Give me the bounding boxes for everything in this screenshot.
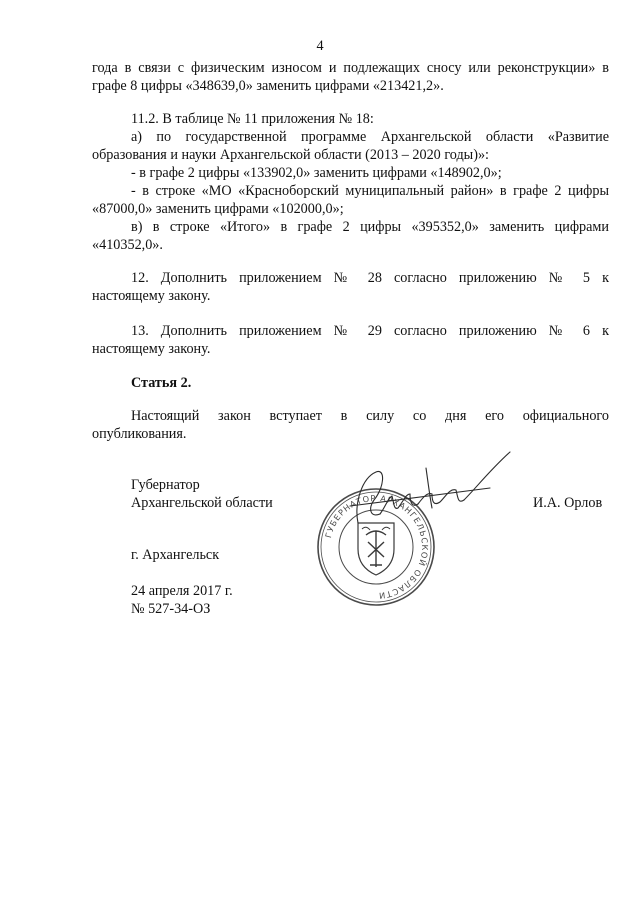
section-12-line-1: 12. Дополнить приложением № 28 согласно приложению № 5 к — [131, 270, 609, 286]
item-b-line-2: «410352,0». — [92, 237, 163, 253]
article-2-title: Статья 2. — [131, 375, 192, 391]
section-13-line-1: 13. Дополнить приложением № 29 согласно приложению № 6 к — [131, 323, 609, 339]
signatory-name: И.А. Орлов — [533, 495, 603, 511]
svg-text:ГУБЕРНАТОР АРХАНГЕЛЬСКОЙ ОБЛАС: ГУБЕРНАТОР АРХАНГЕЛЬСКОЙ ОБЛАСТИ — [322, 492, 431, 602]
section-12-line-2: настоящему закону. — [92, 288, 211, 304]
article-2-line-2: опубликования. — [92, 426, 187, 442]
paragraph-continuation-line-1: года в связи с физическим износом и подлежащих сносу или реконструкции» в — [92, 60, 609, 76]
item-a-line-1: а) по государственной программе Архангельской области «Развитие — [131, 129, 609, 145]
signatory-position-line-2: Архангельской области — [131, 495, 273, 511]
section-11-2-heading: 11.2. В таблице № 11 приложения № 18: — [131, 111, 374, 127]
item-a-line-2: образования и науки Архангельской области (2013 – 2020 годы)»: — [92, 147, 489, 163]
article-2-line-1: Настоящий закон вступает в силу со дня его официального — [131, 408, 609, 424]
handwritten-signature — [340, 448, 530, 548]
signatory-position-line-1: Губернатор — [131, 477, 200, 493]
place-of-signing: г. Архангельск — [131, 547, 220, 563]
subitem-2-line-2: «87000,0» заменить цифрами «102000,0»; — [92, 201, 344, 217]
section-13-line-2: настоящему закону. — [92, 341, 211, 357]
signing-date: 24 апреля 2017 г. — [131, 583, 233, 599]
page-number: 4 — [316, 38, 324, 54]
subitem-2-line-1: - в строке «МО «Красноборский муниципальный район» в графе 2 цифры — [131, 183, 609, 199]
law-number: № 527-34-ОЗ — [131, 601, 211, 617]
subitem-1: - в графе 2 цифры «133902,0» заменить цифрами «148902,0»; — [131, 165, 502, 181]
paragraph-continuation-line-2: графе 8 цифры «348639,0» заменить цифрами «213421,2». — [92, 78, 444, 94]
item-b-line-1: в) в строке «Итого» в графе 2 цифры «395352,0» заменить цифрами — [131, 219, 609, 235]
